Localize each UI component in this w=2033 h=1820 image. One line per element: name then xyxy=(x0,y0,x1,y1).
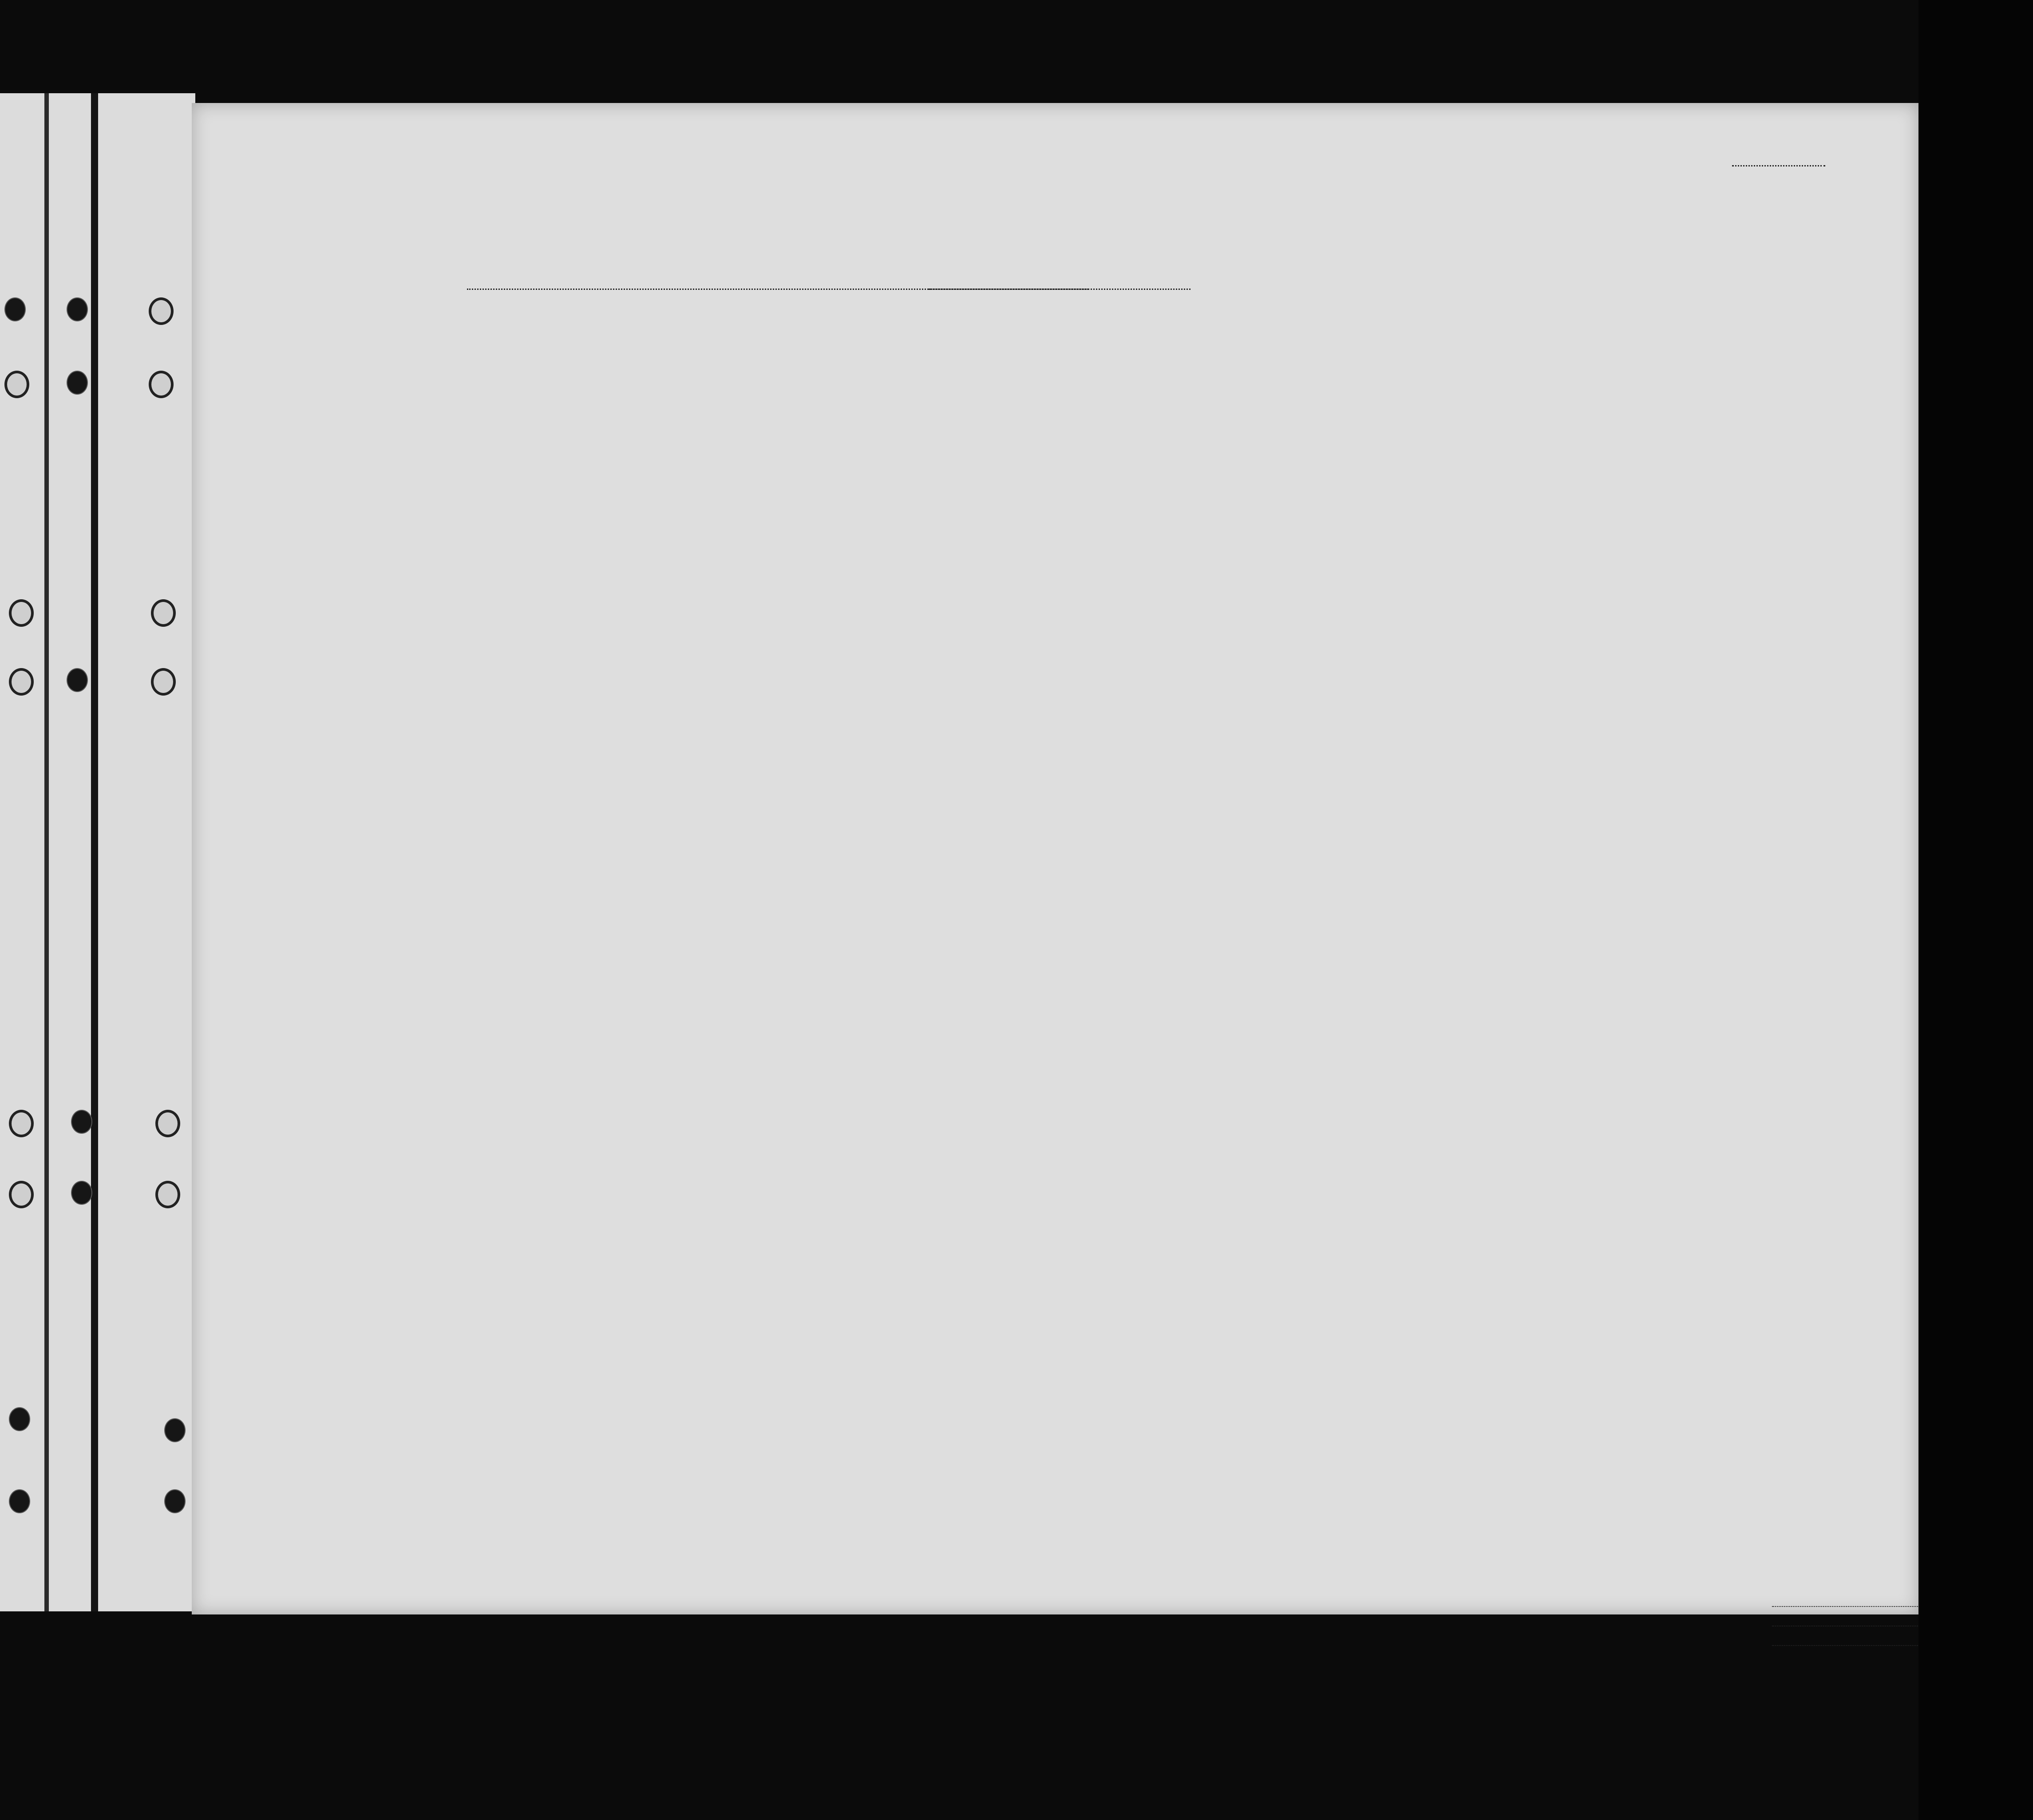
punch-hole xyxy=(67,371,88,395)
scan-edge xyxy=(1918,0,2033,1820)
punch-hole xyxy=(4,371,29,398)
punch-hole xyxy=(155,1110,180,1137)
punch-hole xyxy=(9,1489,30,1513)
punch-hole xyxy=(67,297,88,321)
punch-hole xyxy=(9,668,34,696)
punch-hole xyxy=(9,1181,34,1208)
punch-hole xyxy=(149,297,174,325)
manifest-sheet xyxy=(192,103,1918,1614)
punch-hole xyxy=(149,371,174,398)
page-fold xyxy=(44,93,49,1611)
punch-hole xyxy=(71,1110,92,1134)
punch-hole xyxy=(151,668,176,696)
punch-hole xyxy=(164,1489,186,1513)
date-line xyxy=(929,289,1191,290)
punch-hole xyxy=(151,599,176,627)
punch-hole xyxy=(4,297,26,321)
line-field xyxy=(1772,1606,1941,1607)
punch-hole xyxy=(9,1110,34,1137)
list-line xyxy=(1732,165,1825,166)
punch-hole xyxy=(71,1181,92,1205)
punch-hole xyxy=(9,1407,30,1431)
punch-hole xyxy=(164,1418,186,1442)
manifest-table xyxy=(249,303,1880,1563)
page-fold xyxy=(91,93,98,1611)
punch-hole xyxy=(155,1181,180,1208)
punch-hole xyxy=(67,668,88,692)
punch-hole xyxy=(9,599,34,627)
agents-field xyxy=(1772,1645,1941,1646)
